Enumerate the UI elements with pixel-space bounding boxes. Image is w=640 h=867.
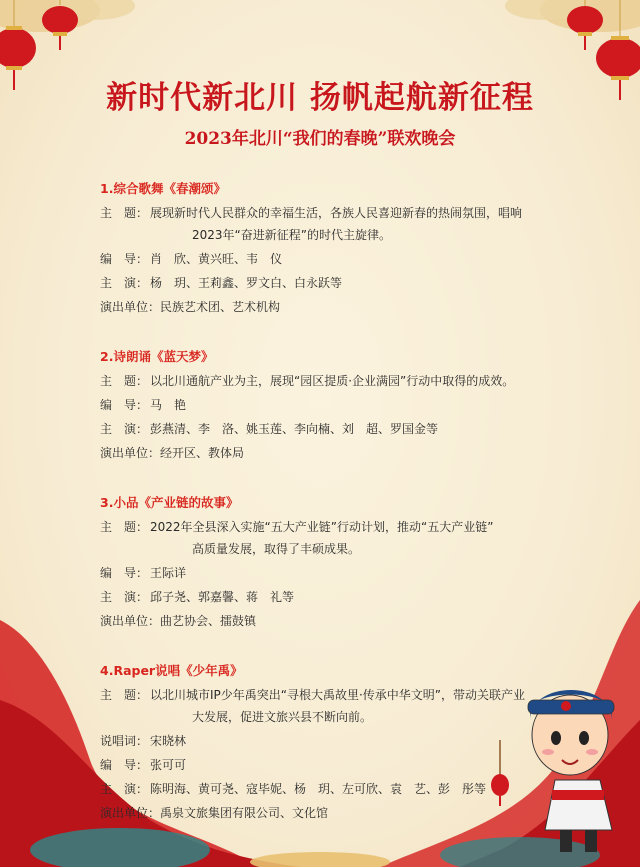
program-director-row [100,394,570,416]
unit-value: 经开区、教体局 [160,446,245,460]
unit-value: 禹泉文旅集团有限公司、文化馆 [160,806,329,820]
program-cast-row [100,778,570,800]
theme-value-line2: 2023年“奋进新征程”的时代主旋律。 [192,228,391,242]
program-item [100,660,570,824]
director-value: 王际详 [150,566,187,580]
lyrics-value: 宋晓林 [150,734,187,748]
program-cast-row [100,586,570,608]
theme-value-line1: 2022年全县深入实施“五大产业链”行动计划，推动“五大产业链” [150,520,494,534]
program-theme-row [100,370,570,392]
theme-label: 主 题： [100,688,149,702]
theme-value [150,202,570,246]
program-theme-row [100,516,570,560]
program-unit-row [100,442,570,464]
unit-label: 演出单位： [100,614,161,628]
theme-value [150,684,570,728]
theme-value [150,516,570,560]
director-value: 马 艳 [150,398,187,412]
program-item [100,346,570,464]
program-theme-row [100,684,570,728]
theme-value-line1: 以北川城市IP少年禹突出“寻根大禹故里·传承中华文明”，带动关联产业 [150,688,526,702]
program-item [100,492,570,632]
program-cast-row [100,272,570,294]
cast-value: 陈明海、黄可尧、寇毕妮、杨 玥、左可欣、袁 艺、彭 彤等 [150,782,487,796]
director-label: 编 导： [100,566,149,580]
program-unit-row [100,802,570,824]
cast-value: 杨 玥、王莉鑫、罗文白、白永跃等 [150,276,343,290]
director-label: 编 导： [100,758,149,772]
theme-value-line2: 高质量发展，取得了丰硕成果。 [192,542,361,556]
director-label: 编 导： [100,398,149,412]
theme-value: 以北川通航产业为主，展现“园区提质·企业满园”行动中取得的成效。 [150,374,515,388]
director-value: 张可可 [150,758,187,772]
program-list [100,178,570,824]
program-cast-row [100,418,570,440]
program-director-row [100,754,570,776]
cast-value: 邱子尧、郭嘉馨、蒋 礼等 [150,590,295,604]
program-title: 3.小品《产业链的故事》 [100,495,239,510]
director-label: 编 导： [100,252,149,266]
theme-label: 主 题： [100,374,149,388]
program-unit-row [100,610,570,632]
cast-label: 主 演： [100,422,149,436]
program-unit-row [100,296,570,318]
unit-label: 演出单位： [100,806,161,820]
program-item [100,178,570,318]
program-title: 4.Raper说唱《少年禹》 [100,663,243,678]
unit-label: 演出单位： [100,300,161,314]
cast-label: 主 演： [100,276,149,290]
theme-label: 主 题： [100,206,149,220]
theme-label: 主 题： [100,520,149,534]
unit-value: 曲艺协会、擂鼓镇 [160,614,257,628]
unit-value: 民族艺术团、艺术机构 [160,300,281,314]
page-title: 新时代新北川 扬帆起航新征程 [106,80,534,116]
theme-value-line1: 展现新时代人民群众的幸福生活，各族人民喜迎新春的热闹氛围，唱响 [150,206,523,220]
unit-label: 演出单位： [100,446,161,460]
cast-value: 彭燕清、李 洛、姚玉莲、李向楠、刘 超、罗国金等 [150,422,439,436]
program-lyrics-row [100,730,570,752]
lyrics-label: 说唱词： [100,734,149,748]
cast-label: 主 演： [100,782,149,796]
program-title: 1.综合歌舞《春潮颂》 [100,181,226,196]
program-title: 2.诗朗诵《蓝天梦》 [100,349,214,364]
page-subtitle: 2023年北川“我们的春晚”联欢晚会 [184,129,456,149]
program-director-row [100,562,570,584]
cast-label: 主 演： [100,590,149,604]
program-theme-row [100,202,570,246]
director-value: 肖 欣、黄兴旺、韦 仪 [150,252,283,266]
theme-value-line2: 大发展，促进文旅兴县不断向前。 [192,710,373,724]
program-director-row [100,248,570,270]
